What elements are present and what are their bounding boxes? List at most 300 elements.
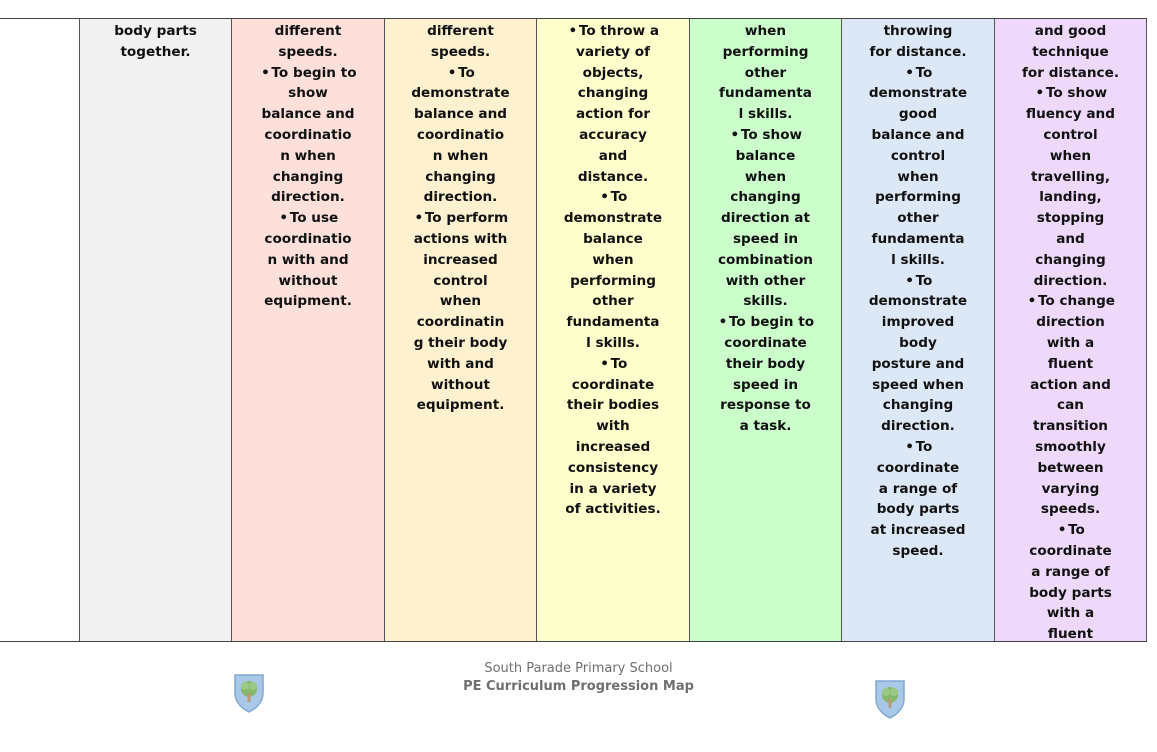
line-text: fluency and	[1026, 106, 1115, 123]
text-line	[694, 21, 837, 42]
line-text: and good	[1034, 23, 1107, 39]
line-text: together.	[120, 43, 191, 60]
text-line	[999, 583, 1142, 604]
line-text: coordinatio	[416, 126, 505, 143]
text-line	[999, 187, 1142, 208]
line-text: g their body	[413, 334, 508, 351]
column-7-list	[995, 21, 1146, 641]
line-text: for distance.	[1022, 64, 1119, 81]
bullet-icon: •	[905, 438, 914, 455]
line-text: body parts	[876, 501, 960, 518]
text-line	[999, 354, 1142, 375]
line-text: other	[897, 210, 939, 227]
line-text: posture and	[871, 355, 965, 372]
line-text: direction.	[423, 189, 498, 206]
line-text: balance and	[871, 126, 965, 143]
text-line	[541, 375, 685, 396]
text-line	[846, 395, 990, 416]
text-line	[236, 187, 380, 208]
line-text: changing	[882, 397, 954, 414]
line-text: with	[596, 418, 630, 435]
document-title: PE Curriculum Progression Map	[463, 679, 694, 694]
bullet-icon: •	[1057, 522, 1067, 539]
text-line	[236, 291, 380, 312]
line-text: To	[610, 355, 628, 372]
line-text: To show	[740, 126, 803, 143]
line-text: show	[288, 85, 328, 102]
school-name: South Parade Primary School	[484, 661, 673, 676]
line-text: control	[890, 147, 946, 164]
line-text: balance	[735, 147, 796, 164]
text-line	[846, 541, 990, 562]
column-5	[690, 19, 842, 641]
line-text: coordinate	[571, 376, 655, 393]
line-text: l skills.	[738, 106, 793, 123]
bullet-icon: •	[905, 272, 914, 289]
line-text: To begin to	[271, 64, 357, 81]
bullet-line	[389, 63, 532, 84]
line-text: when	[744, 168, 787, 185]
text-line	[541, 291, 685, 312]
line-text: balance and	[261, 106, 355, 123]
line-text: between	[1037, 459, 1104, 476]
bullet-icon: •	[718, 314, 728, 331]
text-line	[846, 416, 990, 437]
text-line	[541, 146, 685, 167]
line-text: performing	[875, 189, 961, 206]
text-line	[389, 291, 532, 312]
line-text: when	[897, 168, 939, 185]
line-text: their bodies	[566, 397, 660, 414]
line-text: direction.	[881, 418, 955, 435]
line-text: speed in	[732, 376, 799, 393]
line-text: speed in	[732, 230, 799, 247]
text-line	[389, 146, 532, 167]
text-line	[541, 167, 685, 188]
text-line	[846, 167, 990, 188]
text-line	[694, 354, 837, 375]
text-line	[541, 312, 685, 333]
text-line	[999, 167, 1142, 188]
text-line	[999, 125, 1142, 146]
bullet-icon: •	[905, 64, 914, 81]
line-text: fundamenta	[871, 230, 965, 247]
bullet-icon: •	[1027, 293, 1037, 310]
text-line	[541, 458, 685, 479]
line-text: and	[598, 147, 628, 164]
footer	[0, 660, 1157, 696]
line-text: direction.	[1033, 272, 1108, 289]
text-line	[694, 333, 837, 354]
line-text: performing	[570, 272, 656, 289]
text-line	[846, 520, 990, 541]
text-line	[694, 291, 837, 312]
text-line	[694, 208, 837, 229]
text-line	[999, 624, 1142, 641]
line-text: when	[439, 293, 482, 310]
line-text: distance.	[577, 168, 649, 185]
line-text: good	[898, 106, 938, 123]
text-line	[999, 42, 1142, 63]
text-line	[999, 333, 1142, 354]
line-text: To	[915, 272, 933, 289]
text-line	[541, 437, 685, 458]
line-text: To	[610, 189, 628, 206]
line-text: improved	[881, 314, 955, 331]
line-text: a range of	[878, 480, 958, 497]
bullet-icon: •	[279, 210, 289, 227]
line-text: action and	[1030, 376, 1111, 393]
line-text: technique	[1032, 43, 1109, 60]
bullet-line	[694, 125, 837, 146]
line-text: without	[431, 376, 490, 393]
text-line	[236, 250, 380, 271]
text-line	[541, 63, 685, 84]
line-text: when	[744, 23, 787, 39]
text-line	[694, 416, 837, 437]
line-text: with a	[1046, 605, 1095, 622]
text-line	[236, 21, 380, 42]
text-line	[541, 271, 685, 292]
line-text: variety of	[576, 43, 650, 60]
line-text: control	[433, 272, 488, 289]
text-line	[999, 603, 1142, 624]
column-0	[0, 19, 80, 641]
text-line	[999, 271, 1142, 292]
line-text: varying	[1041, 480, 1100, 497]
text-line	[389, 354, 532, 375]
column-3-list	[385, 21, 536, 416]
line-text: of activities.	[565, 501, 661, 518]
line-text: balance	[583, 230, 643, 247]
text-line	[846, 458, 990, 479]
line-text: transition	[1033, 418, 1108, 435]
bullet-line	[846, 63, 990, 84]
line-text: body	[899, 334, 937, 351]
text-line	[846, 83, 990, 104]
text-line	[846, 375, 990, 396]
line-text: and	[1056, 230, 1085, 247]
line-text: To	[1068, 522, 1085, 539]
line-text: direction.	[271, 189, 345, 206]
line-text: changing	[425, 168, 496, 185]
bullet-icon: •	[600, 189, 609, 206]
text-line	[389, 312, 532, 333]
line-text: control	[1043, 126, 1098, 143]
text-line	[999, 146, 1142, 167]
text-line	[999, 458, 1142, 479]
text-line	[236, 83, 380, 104]
bullet-line	[236, 208, 380, 229]
line-text: fundamenta	[566, 314, 660, 331]
line-text: objects,	[582, 64, 644, 81]
line-text: without	[278, 272, 338, 289]
line-text: equipment.	[264, 293, 352, 310]
text-line	[999, 499, 1142, 520]
text-line	[236, 167, 380, 188]
text-line	[389, 187, 532, 208]
bullet-icon: •	[414, 210, 424, 227]
text-line	[999, 104, 1142, 125]
column-4	[537, 19, 690, 641]
line-text: increased	[575, 438, 651, 455]
text-line	[999, 541, 1142, 562]
text-line	[846, 479, 990, 500]
line-text: landing,	[1039, 189, 1102, 206]
line-text: increased	[423, 251, 498, 268]
text-line	[999, 479, 1142, 500]
line-text: actions with	[413, 230, 508, 247]
column-1-list	[80, 21, 231, 63]
text-line	[694, 271, 837, 292]
column-6-list	[842, 21, 994, 562]
text-line	[236, 271, 380, 292]
line-text: other	[744, 64, 787, 81]
text-line	[389, 333, 532, 354]
bullet-line	[999, 520, 1142, 541]
line-text: performing	[722, 43, 809, 60]
line-text: speed when	[872, 376, 964, 393]
column-5-list	[690, 21, 841, 437]
bullet-icon: •	[447, 64, 457, 81]
text-line	[999, 375, 1142, 396]
bullet-line	[999, 291, 1142, 312]
text-line	[999, 208, 1142, 229]
line-text: changing	[272, 168, 344, 185]
bullet-line	[236, 63, 380, 84]
column-7	[995, 19, 1147, 641]
line-text: n with and	[267, 251, 349, 268]
line-text: stopping	[1036, 210, 1105, 227]
bullet-line	[541, 187, 685, 208]
line-text: To	[915, 438, 933, 455]
text-line	[999, 562, 1142, 583]
line-text: smoothly	[1035, 438, 1106, 455]
line-text: coordinatio	[264, 230, 352, 247]
line-text: skills.	[743, 293, 788, 310]
text-line	[846, 250, 990, 271]
line-text: changing	[577, 85, 649, 102]
text-line	[541, 229, 685, 250]
line-text: with and	[427, 355, 494, 372]
line-text: action for	[575, 106, 651, 123]
line-text: at increased	[870, 522, 966, 539]
text-line	[999, 437, 1142, 458]
text-line	[846, 104, 990, 125]
line-text: can	[1057, 397, 1084, 414]
text-line	[389, 104, 532, 125]
line-text: coordinatin	[416, 314, 505, 331]
text-line	[541, 250, 685, 271]
text-line	[541, 125, 685, 146]
line-text: coordinate	[1029, 542, 1112, 559]
line-text: a range of	[1031, 563, 1110, 580]
text-line	[846, 146, 990, 167]
text-line	[846, 21, 990, 42]
line-text: fluent	[1047, 626, 1094, 641]
text-line	[541, 479, 685, 500]
text-line	[846, 187, 990, 208]
line-text: l skills.	[891, 251, 945, 268]
column-2	[232, 19, 385, 641]
text-line	[389, 271, 532, 292]
text-line	[846, 291, 990, 312]
text-line	[389, 167, 532, 188]
line-text: fundamenta	[719, 85, 812, 102]
text-line	[694, 229, 837, 250]
line-text: coordinate	[876, 459, 960, 476]
text-line	[236, 146, 380, 167]
line-text: To change	[1037, 293, 1116, 310]
line-text: To show	[1045, 85, 1108, 102]
text-line	[999, 250, 1142, 271]
text-line	[999, 416, 1142, 437]
text-line	[389, 42, 532, 63]
text-line	[694, 42, 837, 63]
text-line	[389, 21, 532, 42]
text-line	[541, 395, 685, 416]
line-text: changing	[730, 189, 801, 206]
text-line	[846, 208, 990, 229]
school-crest-icon-right	[874, 679, 906, 719]
bullet-line	[541, 21, 685, 42]
text-line	[541, 416, 685, 437]
line-text: To begin to	[728, 314, 815, 331]
line-text: demonstrate	[563, 210, 663, 227]
text-line	[84, 42, 227, 63]
bullet-line	[541, 354, 685, 375]
text-line	[694, 250, 837, 271]
column-2-list	[232, 21, 384, 312]
text-line	[541, 208, 685, 229]
line-text: consistency	[567, 459, 659, 476]
line-text: coordinate	[724, 334, 807, 351]
bullet-icon: •	[261, 64, 270, 81]
school-crest-icon-left	[233, 673, 265, 713]
text-line	[846, 312, 990, 333]
bullet-line	[999, 83, 1142, 104]
text-line	[389, 250, 532, 271]
text-line	[694, 83, 837, 104]
text-line	[999, 395, 1142, 416]
line-text: equipment.	[416, 397, 505, 414]
line-text: To	[915, 64, 933, 81]
text-line	[84, 21, 227, 42]
line-text: demonstrate	[868, 293, 968, 310]
line-text: coordinatio	[264, 126, 352, 143]
text-line	[389, 229, 532, 250]
text-line	[694, 187, 837, 208]
text-line	[541, 83, 685, 104]
line-text: with a	[1046, 334, 1095, 351]
line-text: different	[274, 23, 342, 39]
bullet-line	[846, 437, 990, 458]
text-line	[846, 333, 990, 354]
text-line	[846, 499, 990, 520]
bullet-icon: •	[600, 355, 609, 372]
line-text: other	[592, 293, 634, 310]
line-text: speeds.	[278, 43, 338, 60]
text-line	[694, 395, 837, 416]
line-text: direction	[1036, 314, 1105, 331]
text-line	[694, 375, 837, 396]
line-text: when	[592, 251, 634, 268]
line-text: direction at	[721, 210, 810, 227]
column-4-list	[537, 21, 689, 520]
bullet-line	[846, 271, 990, 292]
line-text: speeds.	[430, 43, 491, 60]
line-text: body parts	[114, 23, 197, 39]
text-line	[236, 42, 380, 63]
line-text: To throw a	[578, 23, 660, 39]
line-text: l skills.	[586, 334, 640, 351]
line-text: changing	[1035, 251, 1106, 268]
line-text: speed.	[892, 542, 944, 559]
text-line	[389, 125, 532, 146]
column-6	[842, 19, 995, 641]
text-line	[389, 375, 532, 396]
text-line	[389, 83, 532, 104]
line-text: balance and	[413, 106, 507, 123]
text-line	[694, 104, 837, 125]
column-1	[80, 19, 232, 641]
line-text: accuracy	[579, 126, 647, 143]
text-line	[541, 42, 685, 63]
bullet-line	[694, 312, 837, 333]
line-text: n when	[280, 147, 336, 164]
text-line	[846, 354, 990, 375]
line-text: speeds.	[1040, 501, 1101, 518]
line-text: with other	[725, 272, 806, 289]
text-line	[846, 125, 990, 146]
bullet-icon: •	[730, 126, 740, 143]
text-line	[999, 63, 1142, 84]
line-text: To use	[289, 210, 339, 227]
line-text: demonstrate	[411, 85, 510, 102]
line-text: different	[427, 23, 494, 39]
text-line	[694, 167, 837, 188]
text-line	[999, 312, 1142, 333]
text-line	[694, 146, 837, 167]
text-line	[236, 125, 380, 146]
line-text: travelling,	[1030, 168, 1110, 185]
line-text: throwing	[883, 23, 953, 39]
bullet-line	[389, 208, 532, 229]
text-line	[389, 395, 532, 416]
line-text: their body	[725, 355, 806, 372]
text-line	[846, 229, 990, 250]
text-line	[541, 104, 685, 125]
line-text: a task.	[739, 418, 792, 435]
column-3	[385, 19, 537, 641]
line-text: in a variety	[569, 480, 657, 497]
line-text: when	[1049, 147, 1092, 164]
progression-table	[0, 18, 1147, 642]
text-line	[999, 21, 1142, 42]
text-line	[236, 104, 380, 125]
line-text: body parts	[1029, 584, 1112, 601]
text-line	[541, 499, 685, 520]
bullet-icon: •	[568, 23, 578, 39]
line-text: combination	[718, 251, 813, 268]
text-line	[541, 333, 685, 354]
line-text: fluent	[1047, 355, 1094, 372]
line-text: response to	[720, 397, 811, 414]
text-line	[999, 229, 1142, 250]
text-line	[846, 42, 990, 63]
line-text: n when	[432, 147, 489, 164]
bullet-icon: •	[1035, 85, 1045, 102]
